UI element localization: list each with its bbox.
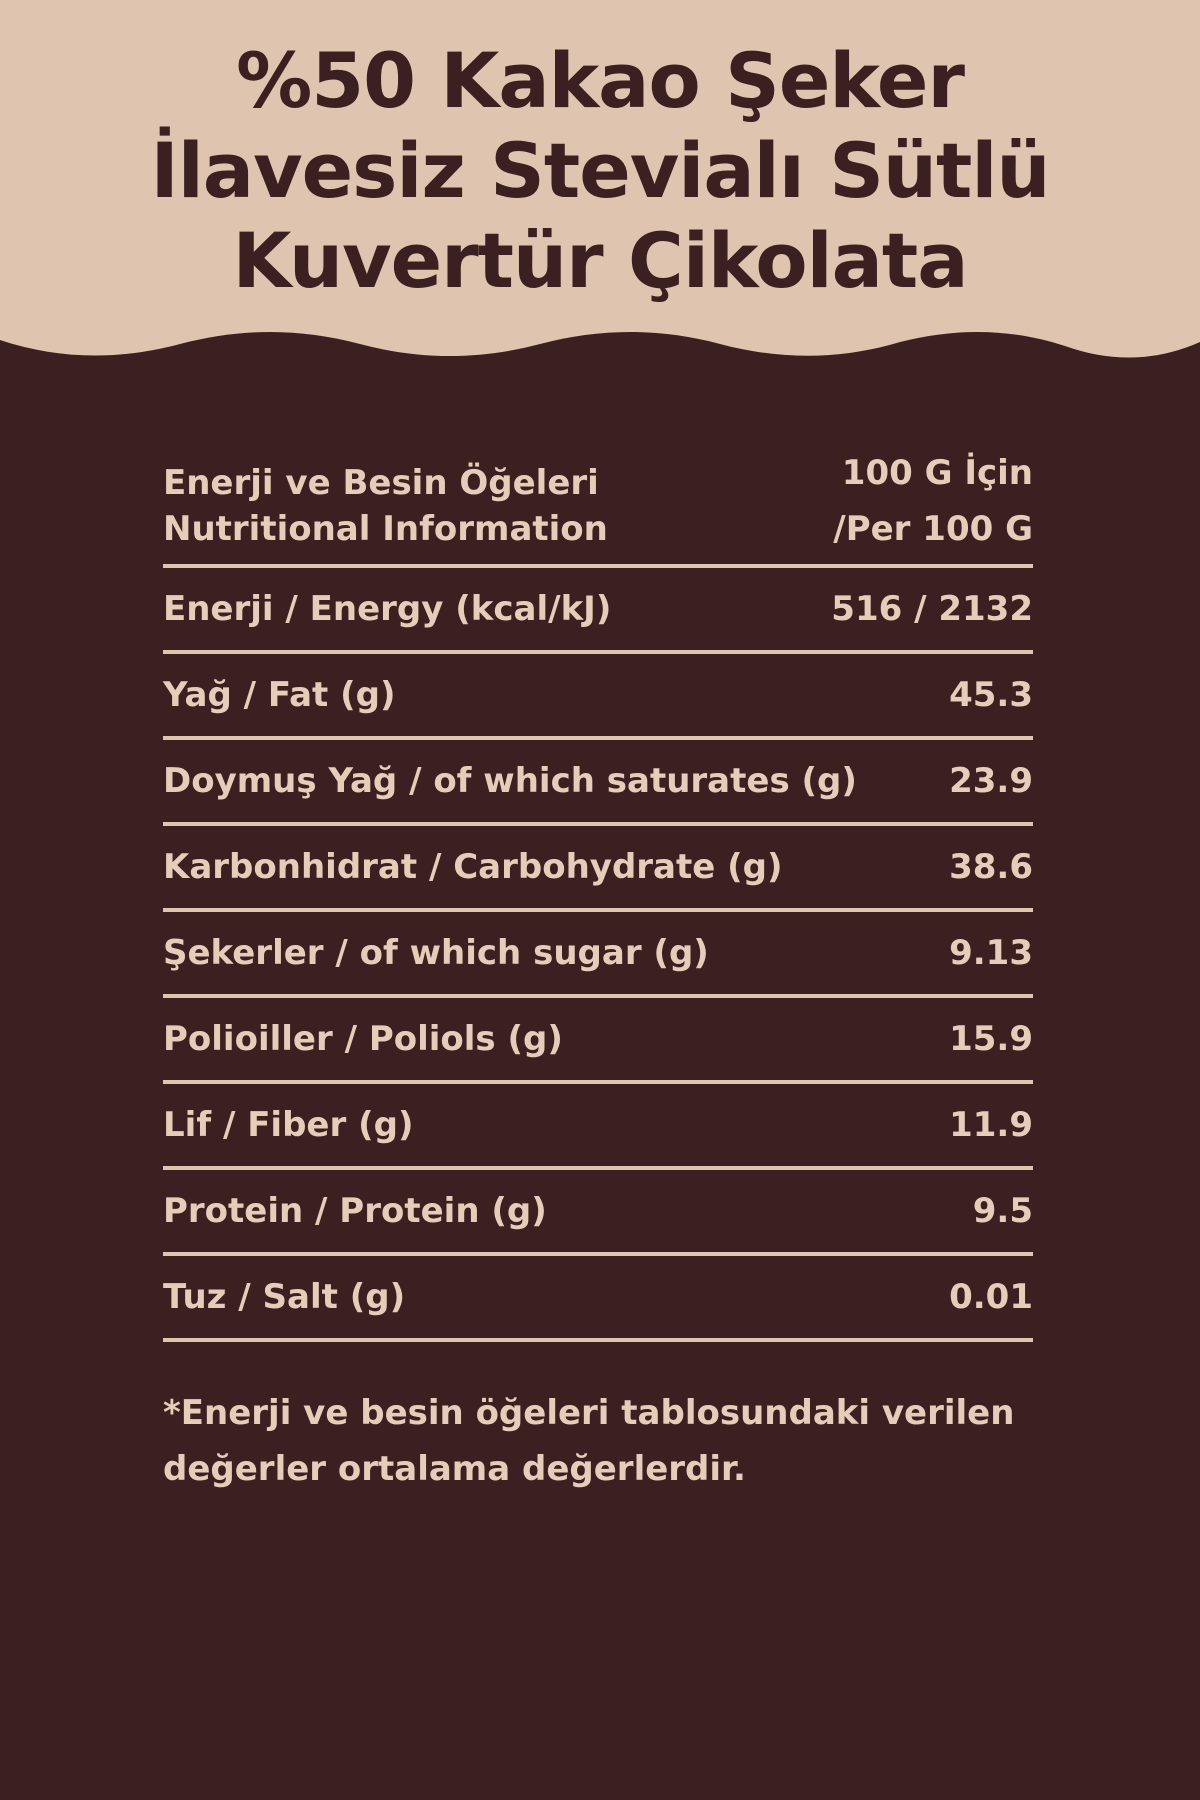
row-value: 9.13 — [949, 933, 1033, 973]
row-label: Lif / Fiber (g) — [163, 1105, 414, 1145]
row-label: Şekerler / of which sugar (g) — [163, 933, 709, 973]
table-header-unit — [833, 450, 1033, 552]
table-row-salt — [163, 1256, 1033, 1342]
table-row-protein — [163, 1170, 1033, 1256]
footnote — [163, 1385, 1043, 1497]
row-value: 38.6 — [949, 847, 1033, 887]
row-label: Karbonhidrat / Carbohydrate (g) — [163, 847, 783, 887]
table-row-polyols — [163, 998, 1033, 1084]
header-banner — [0, 0, 1200, 380]
row-label: Polioiller / Poliols (g) — [163, 1019, 563, 1059]
header-label-tr: Enerji ve Besin Öğeleri — [163, 463, 599, 503]
table-row-energy — [163, 568, 1033, 654]
row-value: 0.01 — [949, 1277, 1033, 1317]
row-value: 9.5 — [972, 1191, 1033, 1231]
row-label: Enerji / Energy (kcal/kJ) — [163, 589, 612, 629]
row-label: Yağ / Fat (g) — [163, 675, 396, 715]
table-header-row — [163, 450, 1033, 568]
row-value: 11.9 — [949, 1105, 1033, 1145]
title-line-1: %50 Kakao Şeker — [236, 36, 964, 125]
row-value: 45.3 — [949, 675, 1033, 715]
table-row-fat — [163, 654, 1033, 740]
table-row-fiber — [163, 1084, 1033, 1170]
row-label: Protein / Protein (g) — [163, 1191, 547, 1231]
header-unit-tr: 100 G İçin — [841, 453, 1033, 493]
table-row-saturates — [163, 740, 1033, 826]
title-line-3: Kuvertür Çikolata — [232, 216, 968, 305]
header-label-en: Nutritional Information — [163, 509, 608, 549]
table-row-sugar — [163, 912, 1033, 998]
row-value: 23.9 — [949, 761, 1033, 801]
row-label: Doymuş Yağ / of which saturates (g) — [163, 761, 857, 801]
title-line-2: İlavesiz Stevialı Sütlü — [150, 126, 1050, 215]
row-value: 516 / 2132 — [831, 589, 1033, 629]
row-label: Tuz / Salt (g) — [163, 1277, 406, 1317]
header-unit-en: /Per 100 G — [833, 509, 1033, 549]
table-header-label — [163, 460, 608, 552]
page-title — [0, 36, 1200, 306]
footnote-line-2: değerler ortalama değerlerdir. — [163, 1449, 746, 1489]
nutrition-table — [163, 450, 1033, 1342]
footnote-line-1: *Enerji ve besin öğeleri tablosundaki verilen — [163, 1393, 1015, 1433]
table-row-carbohydrate — [163, 826, 1033, 912]
row-value: 15.9 — [949, 1019, 1033, 1059]
